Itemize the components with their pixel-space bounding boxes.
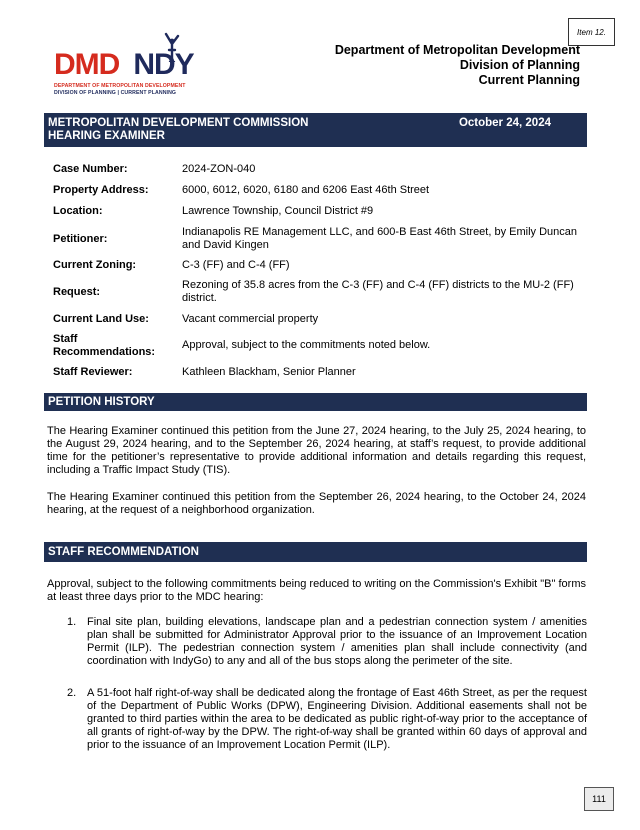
case-label: Case Number:	[53, 163, 128, 175]
dmd-indy-logo	[54, 40, 224, 100]
hearing-date: October 24, 2024	[458, 117, 551, 129]
item-label: Item 12.	[568, 18, 615, 46]
case-value: Rezoning of 35.8 acres from the C-3 (FF) and C-4 (FF) districts to the MU-2 (FF) district.	[182, 279, 574, 304]
list-item-number: 1.	[67, 616, 77, 628]
case-label: Staff Reviewer:	[53, 366, 133, 378]
petition-history-paragraph: The Hearing Examiner continued this petition from the June 27, 2024 hearing, to the July 25, 2024 hearing, to the August 29, 2024 hearing, and to the September 26, 2024 hearing, at staff’s request, to provide additional time for the petitioner’s representative to provide additional information and details regarding this request, including a Traffic Impact Study (TIS).	[47, 425, 586, 476]
case-value: Approval, subject to the commitments noted below.	[182, 339, 431, 351]
case-value: Indianapolis RE Management LLC, and 600-B East 46th Street, by Emily Duncan and David Kingen	[182, 226, 578, 251]
case-value: 2024-ZON-040	[182, 163, 256, 175]
logo-tagline-division: DIVISION OF PLANNING | CURRENT PLANNING	[54, 90, 177, 96]
staff-recommendation-heading: STAFF RECOMMENDATION	[44, 542, 587, 562]
logo-tagline-department: DEPARTMENT OF METROPOLITAN DEVELOPMENT	[54, 83, 186, 89]
case-label: Current Land Use:	[53, 313, 149, 325]
section-name: Current Planning	[478, 73, 580, 87]
petition-history-paragraph: The Hearing Examiner continued this petition from the September 26, 2024 hearing, to the October 24, 2024 hearing, at the request of a neighborhood organization.	[47, 491, 586, 516]
petition-history-heading: PETITION HISTORY	[44, 393, 587, 411]
list-item-number: 2.	[67, 687, 77, 699]
page-number: 111	[584, 787, 614, 811]
department-heading	[335, 43, 580, 88]
staff-recommendation-intro: Approval, subject to the following commitments being reduced to writing on the Commission's Exhibit "B" forms at least three days prior to the MDC hearing:	[47, 578, 586, 603]
case-label: Current Zoning:	[53, 259, 137, 271]
case-label: Staff Recommendations:	[53, 333, 156, 358]
case-value: 6000, 6012, 6020, 6180 and 6206 East 46th Street	[182, 184, 430, 196]
case-value: Kathleen Blackham, Senior Planner	[182, 366, 356, 378]
statue-icon	[158, 32, 186, 62]
case-value: C-3 (FF) and C-4 (FF)	[182, 259, 290, 271]
list-item-text: Final site plan, building elevations, landscape plan and a pedestrian connection system / amenities plan shall be submitted for Administrator Approval prior to the issuance of an Improvement Location Permit (ILP). The pedestrian connection system / amenities plan shall include connectivity (and coordination with IndyGo) to any and all of the bus stops along the perimeter of the site.	[87, 616, 587, 667]
list-item-text: A 51-foot half right-of-way shall be dedicated along the frontage of East 46th Street, as per the request of the Department of Public Works (DPW), Engineering Division. Additional easements shall not be granted to third parties within the area to be dedicated as public right-of-way prior to the acceptance of all grants of right-of-way by the DPW. The right-of-way shall be granted within 60 days of approval and prior to the issuance of an Improvement Location Permit (ILP).	[87, 687, 587, 751]
commission-title: METROPOLITAN DEVELOPMENT COMMISSION	[48, 117, 309, 129]
hearing-examiner-title: HEARING EXAMINER	[48, 130, 165, 142]
case-value: Lawrence Township, Council District #9	[182, 205, 374, 217]
division-name: Division of Planning	[459, 58, 580, 72]
case-label: Request:	[53, 286, 101, 298]
department-name: Department of Metropolitan Development	[334, 43, 580, 57]
case-label: Property Address:	[53, 184, 149, 196]
case-value: Vacant commercial property	[182, 313, 319, 325]
commission-header-bar	[44, 113, 587, 147]
case-label: Petitioner:	[53, 233, 108, 245]
logo-wordmark: DMD NDY	[54, 48, 194, 81]
case-label: Location:	[53, 205, 103, 217]
